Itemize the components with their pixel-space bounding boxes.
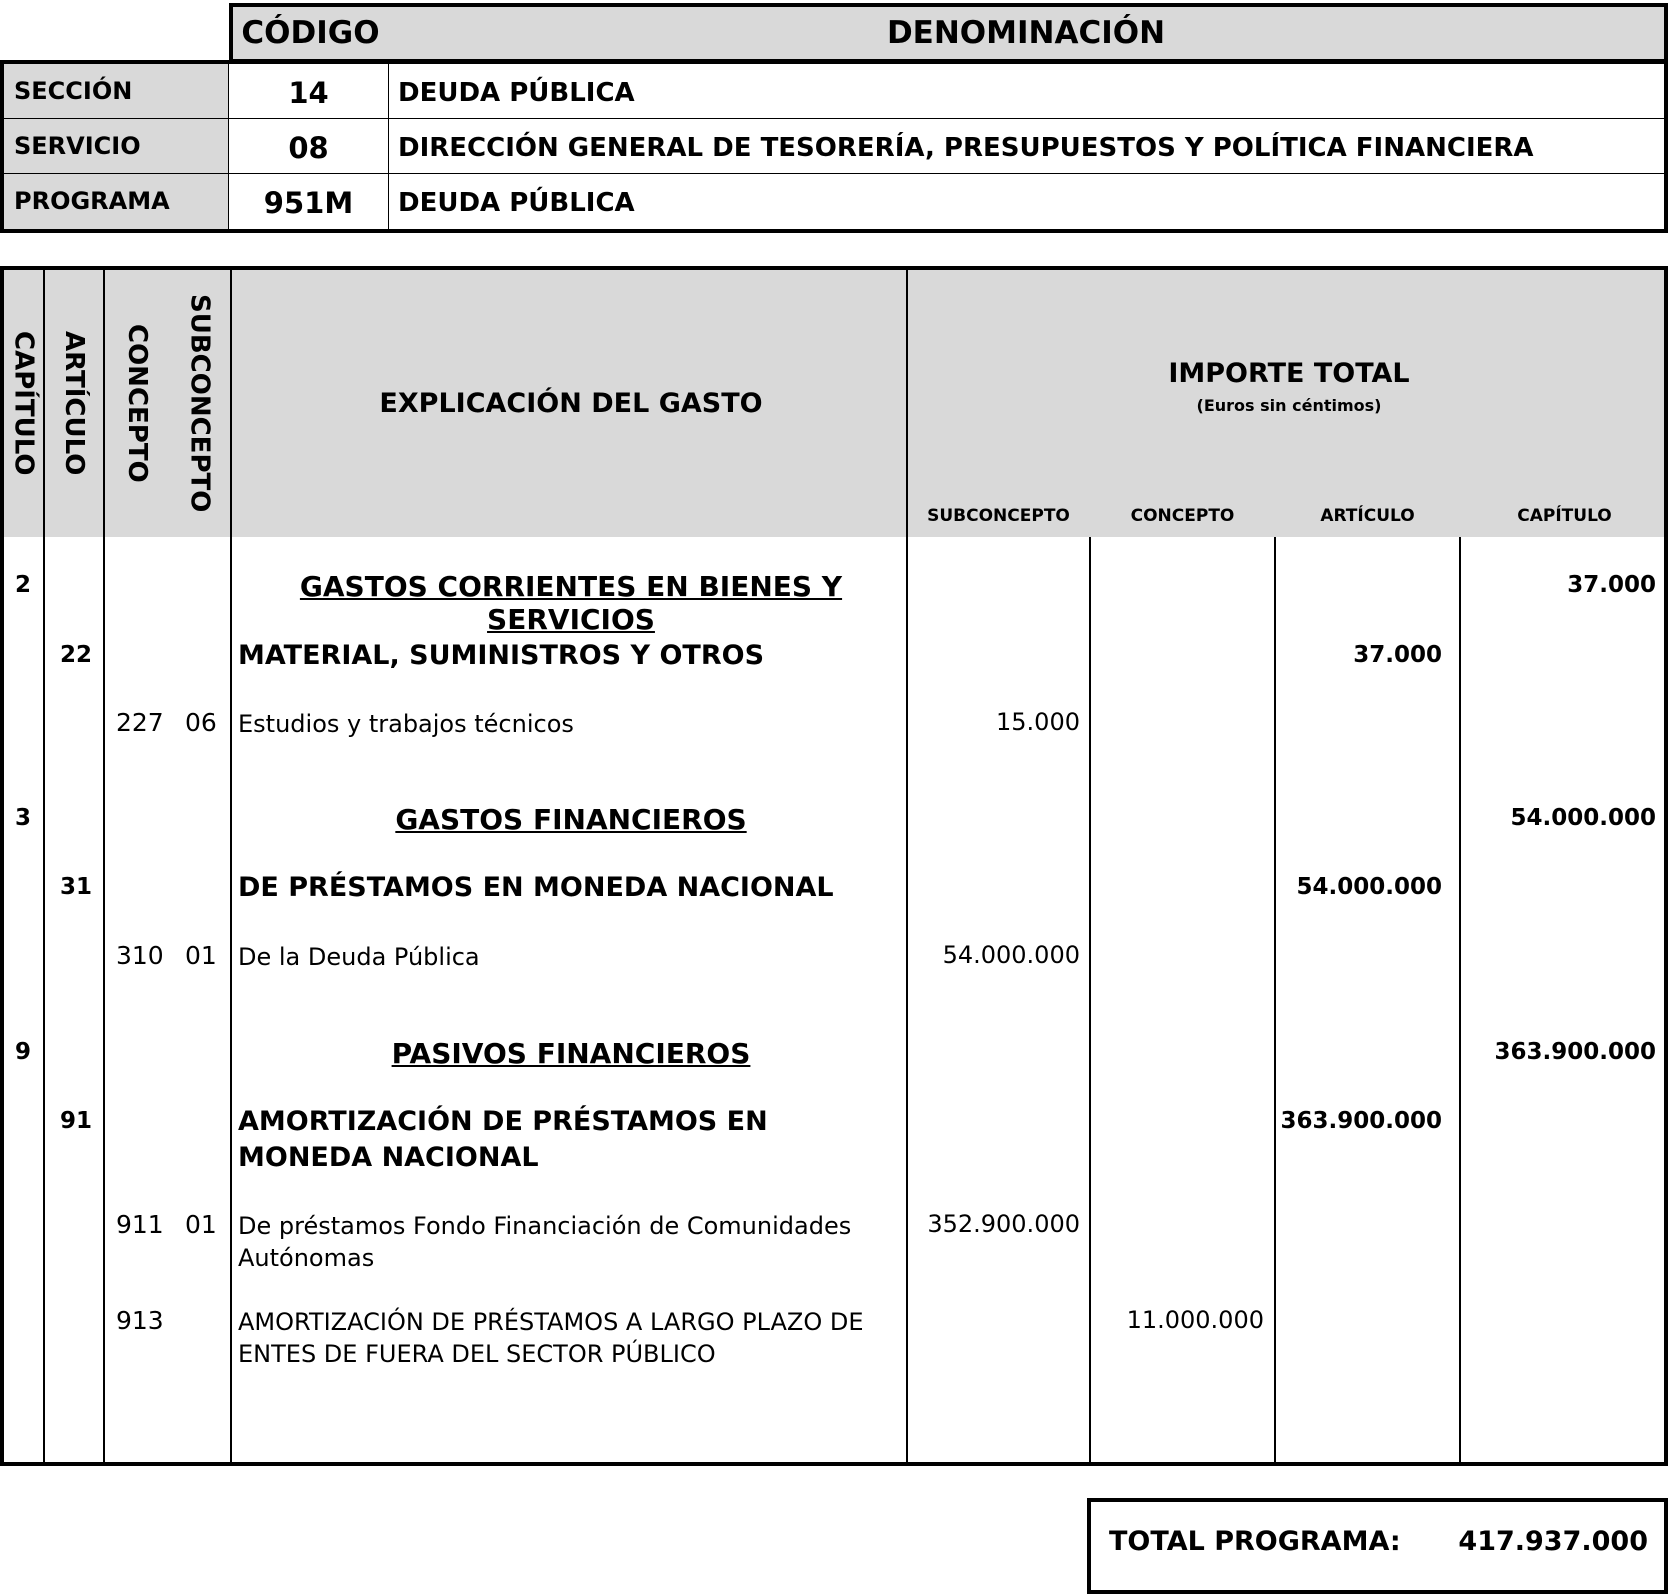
seccion-name: DEUDA PÚBLICA [398,78,635,108]
articulo-amount: 363.900.000 [1280,1108,1442,1134]
programa-label: PROGRAMA [4,174,229,229]
total-programa-label: TOTAL PROGRAMA: [1109,1526,1401,1557]
programa-row [4,174,1664,229]
subconcepto-amount-header: SUBCONCEPTO [927,506,1070,526]
total-programa-value: 417.937.000 [1458,1526,1648,1557]
articulo-header-text: ARTÍCULO [59,331,89,476]
articulo-amount-header: ARTÍCULO [1320,506,1415,526]
servicio-name: DIRECCIÓN GENERAL DE TESORERÍA, PRESUPUESTOS Y POLÍTICA FINANCIERA [398,133,1534,163]
subconcepto-column-header [169,270,230,537]
capitulo-amount-header: CAPÍTULO [1517,506,1612,526]
articulo-column-header [45,270,103,537]
articulo-code: 22 [60,642,93,668]
denominacion-header-cell [388,3,1668,61]
subconcepto-description: De la Deuda Pública [238,943,480,971]
capitulo-heading: PASIVOS FINANCIEROS [391,1037,751,1070]
concepto-code: 911 [116,1210,164,1239]
concepto-code: 227 [116,708,164,737]
articulo-heading: AMORTIZACIÓN DE PRÉSTAMOS EN MONEDA NACIONAL [238,1106,768,1173]
seccion-code: 14 [229,64,389,118]
capitulo-code: 3 [15,805,32,831]
concepto-header-text: CONCEPTO [122,324,152,483]
capitulo-heading: GASTOS CORRIENTES EN BIENES Y SERVICIOS [299,570,843,636]
capitulo-header-text: CAPÍTULO [8,331,39,476]
articulo-amount: 54.000.000 [1296,874,1442,900]
programa-code: 951M [229,174,389,229]
servicio-code: 08 [229,119,389,173]
subconcepto-description: De préstamos Fondo Financiación de Comunidades Autónomas [238,1212,852,1272]
articulo-heading: MATERIAL, SUMINISTROS Y OTROS [238,640,765,671]
column-divider [1459,537,1461,1462]
capitulo-code: 2 [15,572,32,598]
column-divider [1274,537,1276,1462]
subconcepto-code: 01 [185,941,217,970]
concepto-column-header [105,270,169,537]
subconcepto-amount: 15.000 [996,708,1080,736]
explicacion-column-header: EXPLICACIÓN DEL GASTO [379,388,763,419]
servicio-label: SERVICIO [4,119,229,173]
column-divider [230,270,232,1462]
header-identification-table [0,60,1668,233]
codigo-title: CÓDIGO [241,15,380,51]
subconcepto-code: 01 [185,1210,217,1239]
column-divider [1089,537,1091,1462]
concepto-amount-header: CONCEPTO [1130,506,1235,526]
concepto-amount: 11.000.000 [1126,1306,1264,1334]
denominacion-title: DENOMINACIÓN [886,15,1166,51]
total-programa-box [1087,1498,1668,1594]
concepto-code: 913 [116,1306,164,1335]
codigo-header-cell [229,3,389,61]
subconcepto-description: Estudios y trabajos técnicos [238,710,574,738]
capitulo-heading: GASTOS FINANCIEROS [395,803,747,836]
subconcepto-header-text: SUBCONCEPTO [184,294,215,513]
capitulo-code: 9 [15,1039,32,1065]
articulo-code: 91 [60,1108,93,1134]
subconcepto-amount: 54.000.000 [942,941,1080,969]
articulo-heading: DE PRÉSTAMOS EN MONEDA NACIONAL [238,872,834,903]
subconcepto-code: 06 [185,708,217,737]
subconcepto-amount: 352.900.000 [927,1210,1080,1238]
articulo-amount: 37.000 [1353,642,1442,668]
concepto-description: AMORTIZACIÓN DE PRÉSTAMOS A LARGO PLAZO DE ENTES DE FUERA DEL SECTOR PÚBLICO [238,1308,864,1368]
importe-total-subtitle: (Euros sin céntimos) [1196,396,1382,415]
servicio-row [4,119,1664,174]
seccion-row [4,64,1664,119]
programa-name: DEUDA PÚBLICA [398,188,635,218]
capitulo-amount: 37.000 [1567,572,1656,598]
capitulo-amount: 363.900.000 [1494,1039,1656,1065]
expense-table [0,266,1668,1466]
concepto-code: 310 [116,941,164,970]
importe-total-title: IMPORTE TOTAL [1168,358,1410,389]
seccion-label: SECCIÓN [4,64,229,118]
capitulo-column-header [4,270,43,537]
articulo-code: 31 [60,874,93,900]
capitulo-amount: 54.000.000 [1510,805,1656,831]
